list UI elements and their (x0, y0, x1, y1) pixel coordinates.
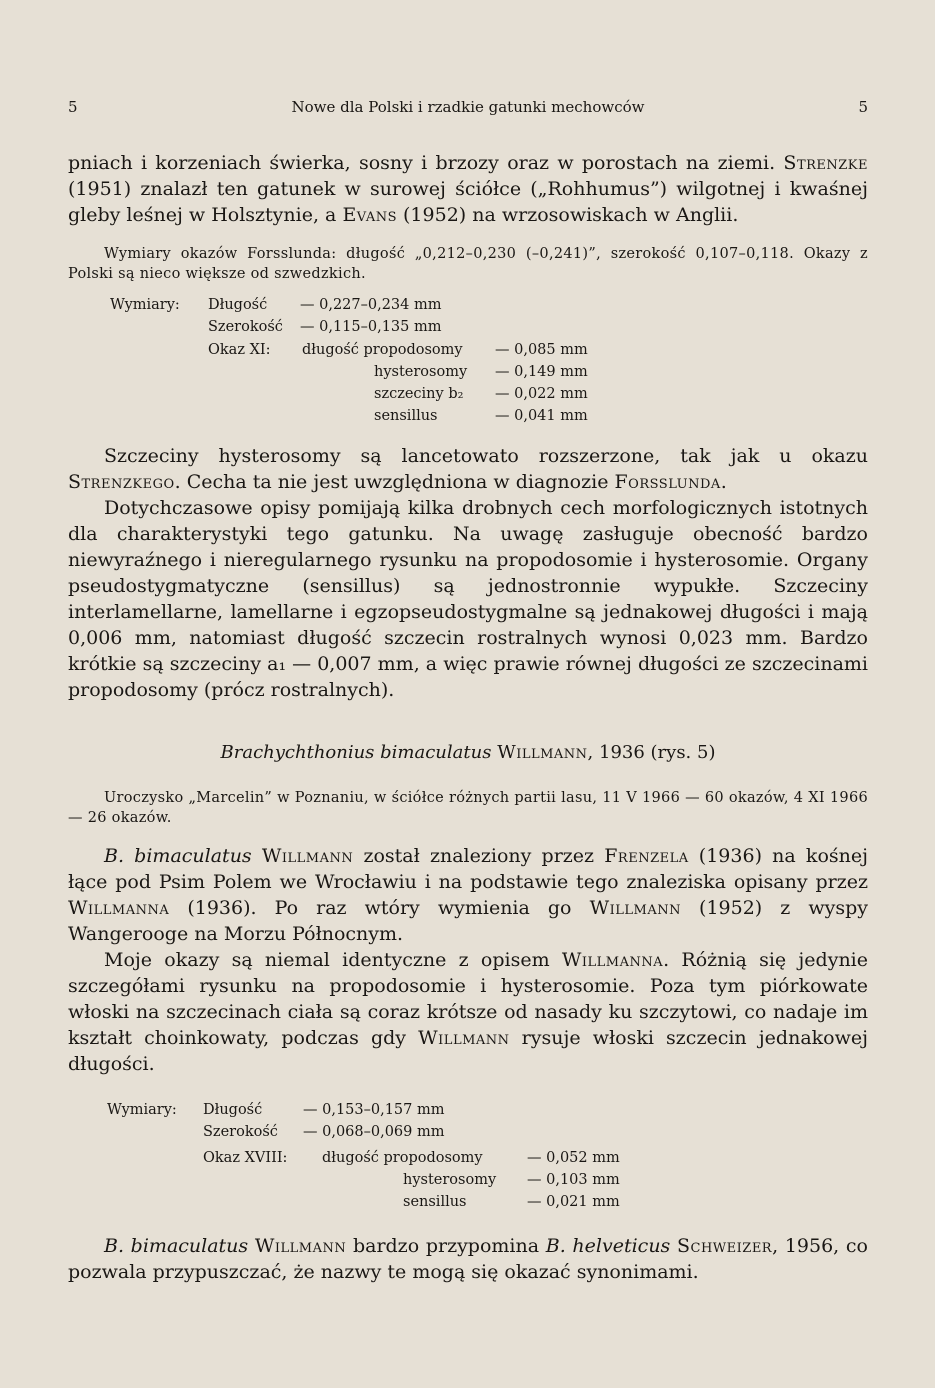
paragraph-3: Dotychczasowe opisy pomijają kilka drobnych cech morfologicznych istotnych dla charakterystyki tego gatunku. Na uwagę zasługuje obecność bardzo niewyraźnego i nieregularnego rysunku na propodosomie i hysterosomie. Organy pseudostygmatyczne (sensillus) są jednostronnie wypukłe. Szczeciny interlamellarne, lamellarne i egzopseudostygmalne są jednakowej długości i mają 0,006 mm, natomiast długość szczecin rostralnych wynosi 0,023 mm. Bardzo krótkie są szczeciny a₁ — 0,007 mm, a więc prawie równej długości ze szczecinami propodosomy (prócz rostralnych). (68, 497, 868, 701)
author-name: Willmann (261, 845, 354, 867)
author-name: Schweizer (677, 1235, 773, 1257)
paragraph-4: B. bimaculatus Willmann został znaleziony przez Frenzela (1936) na kośnej łące pod Psim Polem we Wrocławiu i na podstawie tego znaleziska opisany przez Willmanna (1936). Po raz wtóry wymienia go Willmann (1952) z wyspy Wangerooge na Morzu Północnym. (68, 845, 869, 945)
author-name: Strenzke (783, 152, 868, 174)
document-page: 5 Nowe dla Polski i rzadkie gatunki mechowców 5 pniach i korzeniach świerka, sosny i brzozy oraz w porostach na ziemi. Strenzke (1951) znalazł ten gatunek w surowej ściółce („Rohhumus”) wilgotnej i kwaśnej gleby leśnej w Holsztynie, a Evans (1952) na wrzosowiskach w Anglii. Wymiary okazów Forsslunda: długość „0,212–0,230 (–0,241)”, szerokość 0,107–0,118. Okazy z Polski są nieco większe od szwedzkich. Wymiary: Długość — 0,227–0,234 mm Szerokość — 0,115–0,135 mm Okaz XI: długość propodosomy — 0,085 mm hysterosomy — 0,149 mm szczeciny b₂ — 0,022 mm sensillus — 0,041 mm Szczeciny hysterosomy są lancetowato rozszerzone, tak jak u okazu Strenzkego. Cecha ta nie jest uwzględniona w diagnozie Forsslunda. Dotychczasowe opisy pomijają kilka drobnych cech morfologicznych istotnych dla charakterystyki tego gatunku. Na uwagę zasługuje obecność bardzo niewyraźnego i nieregularnego rysunku na propodosomie i hysterosomie. Organy pseudostygmatyczne (sensillus) są jednostronnie wypukłe. Szczeciny interlamellarne, lamellarne i egzopseudostygmalne są jednakowej długości i mają 0,006 mm, natomiast długość szczecin rostralnych wynosi 0,023 mm. Bardzo krótkie są szczeciny a₁ — 0,007 mm, a więc prawie równej długości ze szczecinami propodosomy (prócz rostralnych). Brachychthonius bimaculatus Willmann, 1936 (rys. 5) Uroczysko „Marcelin” w Poznaniu, w ściółce różnych partii lasu, 11 V 1966 — 60 okazów, 4 XI 1966 — 26 okazów. B. bimaculatus Willmann został znaleziony przez Frenzela (1936) na kośnej łące pod Psim Polem we Wrocławiu i na podstawie tego znaleziska opisany przez Willmanna (1936). Po raz wtóry wymienia go Willmann (1952) z wyspy Wangerooge na Morzu Północnym. Moje okazy są niemal identyczne z opisem Willmanna. Różnią się jedynie szczegółami rysunku na propodosomie i hysterosomie. Poza tym piórkowate włoski na szczecinach ciała są coraz krótsze od nasady ku szczytowi, co nadaje im kształt choinkowaty, podczas gdy Willmann rysuje włoski szczecin jednakowej długości. Wymiary: Długość — 0,153–0,157 mm Szerokość — 0,068–0,069 mm Okaz XVIII: długość propodosomy — 0,052 mm hysterosomy — 0,103 mm sensillus — 0,021 mm B. bimaculatus Willmann bardzo przypomina B. helveticus Schweizer, 1956, co pozwala przypuszczać, że nazwy te mogą się okazać synonimami. (68, 98, 869, 1283)
note-forsslund: Wymiary okazów Forsslunda: długość „0,212–0,230 (–0,241)”, szerokość 0,107–0,118. Okazy z Polski są nieco większe od szwedzkich. (68, 246, 868, 282)
species-name: B. bimaculatus (104, 845, 252, 867)
paragraph-6: B. bimaculatus Willmann bardzo przypomina B. helveticus Schweizer, 1956, co pozwala przypuszczać, że nazwy te mogą się okazać synonimami. (68, 1235, 868, 1283)
author-name: Strenzkego (68, 471, 175, 493)
author-name: Willmann (418, 1027, 510, 1049)
species-heading: Brachychthonius bimaculatus Willmann, 1936 (rys. 5) (220, 742, 716, 763)
author-name: Willmann (589, 897, 681, 919)
species-name: B. bimaculatus (104, 1235, 249, 1257)
paragraph-5: Moje okazy są niemal identyczne z opisem Willmanna. Różnią się jedynie szczegółami rysunku na propodosomie i hysterosomie. Poza tym piórkowate włoski na szczecinach ciała są coraz krótsze od nasady ku szczytowi, co nadaje im kształt choinkowaty, podczas gdy Willmann rysuje włoski szczecin jednakowej długości. (68, 949, 868, 1075)
locality-note: Uroczysko „Marcelin” w Poznaniu, w ściółce różnych partii lasu, 11 V 1966 — 60 okazów, 4 XI 1966 — 26 okazów. (68, 790, 868, 826)
author-name: Willmanna (68, 897, 170, 919)
page-number-left: 5 (68, 98, 78, 116)
page-header (68, 98, 868, 120)
paragraph-2: Szczeciny hysterosomy są lancetowato rozszerzone, tak jak u okazu Strenzkego. Cecha ta nie jest uwzględniona w diagnozie Forsslunda. (68, 445, 868, 493)
author-name: Willmann (254, 1235, 347, 1257)
species-name: B. helveticus (545, 1235, 671, 1257)
page-number-right: 5 (858, 98, 868, 116)
author-name: Forsslunda (614, 471, 721, 493)
species-name: Brachychthonius bimaculatus (220, 742, 492, 763)
author-name: Evans (342, 204, 397, 226)
author-name: Frenzela (604, 845, 689, 867)
running-title: Nowe dla Polski i rzadkie gatunki mechowców (291, 98, 645, 116)
paragraph-1: pniach i korzeniach świerka, sosny i brzozy oraz w porostach na ziemi. Strenzke (1951) znalazł ten gatunek w surowej ściółce („Rohhumus”) wilgotnej i kwaśnej gleby leśnej w Holsztynie, a Evans (1952) na wrzosowiskach w Anglii. (68, 152, 868, 226)
author-name: Willmanna (561, 949, 664, 971)
author-name: Willmann (497, 742, 588, 763)
